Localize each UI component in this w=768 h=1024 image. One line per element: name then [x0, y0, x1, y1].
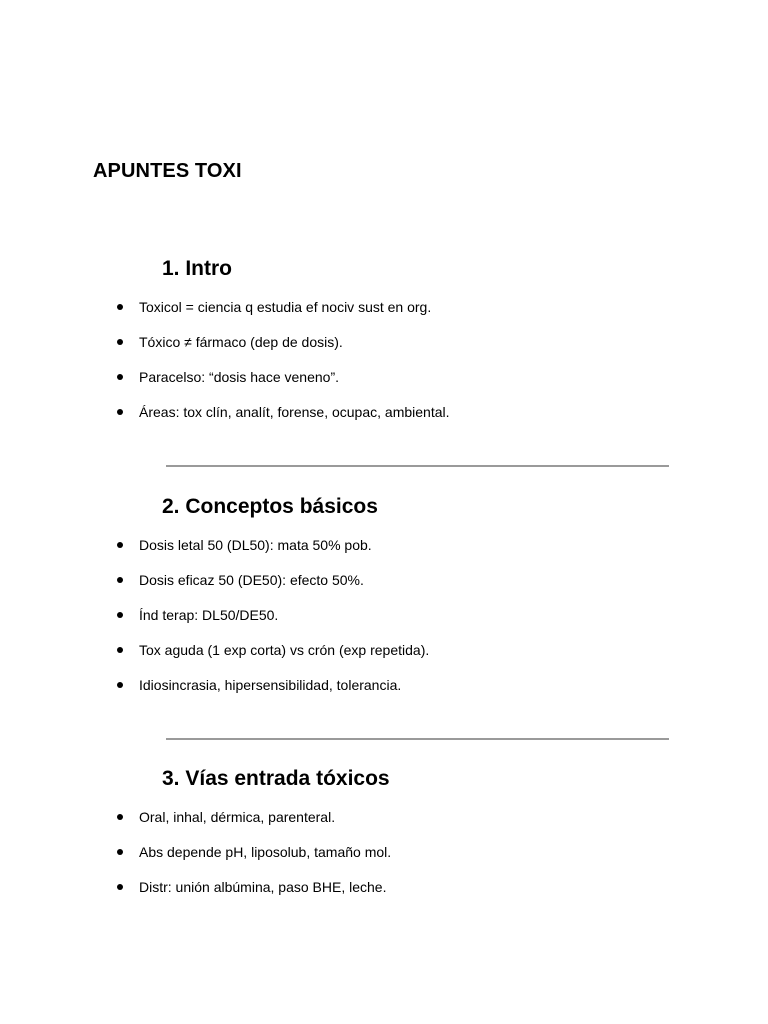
- list-item-text: Áreas: tox clín, analít, forense, ocupac, ambiental.: [139, 404, 450, 420]
- bullet-icon: [117, 542, 123, 548]
- list-item-text: Tóxico ≠ fármaco (dep de dosis).: [139, 334, 343, 350]
- bullet-icon: [117, 577, 123, 583]
- bullet-icon: [117, 814, 123, 820]
- list-item-text: Dosis eficaz 50 (DE50): efecto 50%.: [139, 572, 364, 588]
- bullet-icon: [117, 849, 123, 855]
- list-item-text: Oral, inhal, dérmica, parenteral.: [139, 809, 336, 825]
- bullet-icon: [117, 612, 123, 618]
- bullet-icon: [117, 409, 123, 415]
- bullet-icon: [117, 884, 123, 890]
- section-heading-vias: 3. Vías entrada tóxicos: [162, 767, 390, 790]
- section-divider: [166, 738, 669, 740]
- list-item-text: Paracelso: “dosis hace veneno”.: [139, 369, 339, 385]
- list-item-text: Toxicol = ciencia q estudia ef nociv sust en org.: [139, 299, 432, 315]
- section-divider: [166, 465, 669, 467]
- bullet-icon: [117, 304, 123, 310]
- list-item-text: Abs depende pH, liposolub, tamaño mol.: [139, 844, 392, 860]
- bullet-icon: [117, 339, 123, 345]
- section-heading-intro: 1. Intro: [162, 257, 233, 280]
- document-title: APUNTES TOXI: [93, 160, 242, 182]
- bullet-icon: [117, 682, 123, 688]
- list-item-text: Distr: unión albúmina, paso BHE, leche.: [139, 879, 387, 895]
- list-item-text: Idiosincrasia, hipersensibilidad, tolerancia.: [139, 677, 402, 693]
- bullet-icon: [117, 647, 123, 653]
- section-heading-conceptos: 2. Conceptos básicos: [162, 495, 378, 518]
- list-item-text: Índ terap: DL50/DE50.: [139, 607, 279, 623]
- list-item-text: Dosis letal 50 (DL50): mata 50% pob.: [139, 537, 372, 553]
- list-item-text: Tox aguda (1 exp corta) vs crón (exp repetida).: [139, 642, 430, 658]
- bullet-icon: [117, 374, 123, 380]
